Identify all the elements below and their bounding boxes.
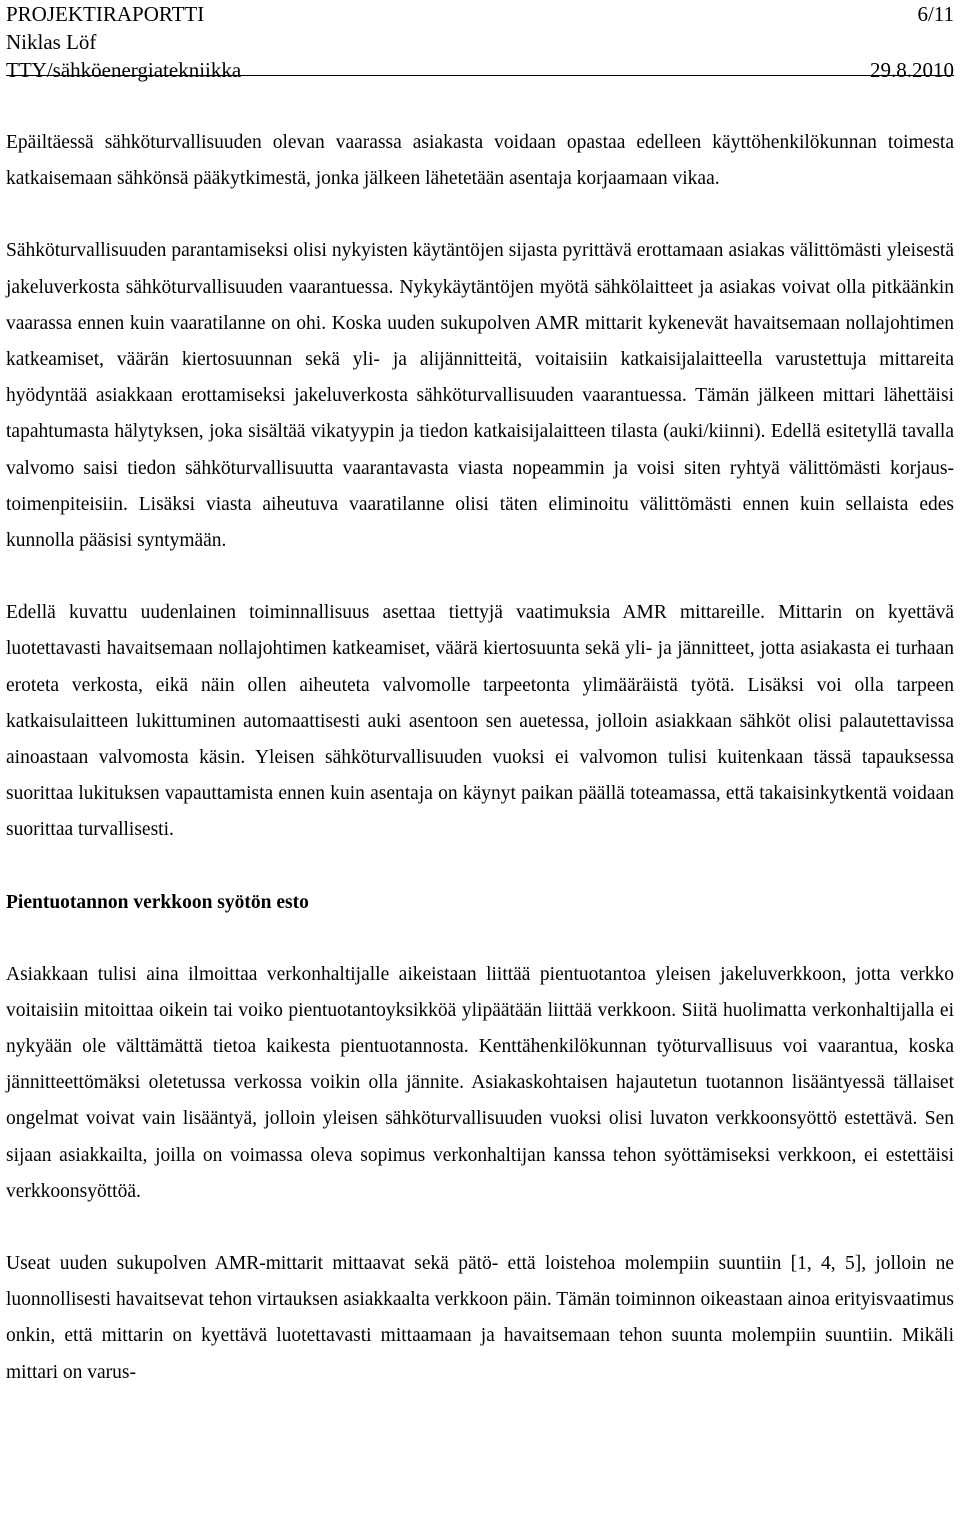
department: TTY/sähköenergiatekniikka (6, 58, 242, 82)
page-header (6, 0, 954, 84)
report-title: PROJEKTIRAPORTTI (6, 2, 205, 26)
document-body (6, 125, 954, 1391)
paragraph-2: Sähköturvallisuuden parantamiseksi olisi nykyisten käytäntöjen sijasta pyrittävä erottamaan asiakas välittömästi yleisestä jakeluverkosta sähköturvallisuuden vaarantuessa. Nykykäytäntöjen myötä sähkölaitteet ja asiakas voivat olla pitkäänkin vaarassa ennen kuin vaaratilanne on ohi. Koska uuden sukupolven AMR mittarit kykenevät havaitsemaan nollajohtimen katkeamiset, väärän kiertosuunnan sekä yli- ja alijännitteitä, voitaisiin katkaisijalaitteella varustettuja mittareita hyödyntää asiakkaan erottamiseksi jakeluverkosta sähköturvallisuuden vaarantuessa. Tämän jälkeen mittari lähettäisi tapahtumasta hälytyksen, joka sisältää vikatyypin ja tiedon katkaisijalaitteen tilasta (auki/kiinni). Edellä esitetyllä tavalla valvomo saisi tiedon sähköturvallisuutta vaarantavasta viasta nopeammin ja voisi siten ryhtyä välittömästi korjaustoimenpiteisiin. Lisäksi viasta aiheutuva vaaratilanne olisi täten eliminoitu välittömästi ennen kuin sellaista edes kunnolla pääsisi syntymään. (6, 240, 954, 552)
paragraph-1: Epäiltäessä sähköturvallisuuden olevan vaarassa asiakasta voidaan opastaa edelleen käyttöhenkilökunnan toimesta katkaisemaan sähkönsä pääkytkimestä, jonka jälkeen lähetetään asentaja korjaamaan vikaa. (6, 132, 954, 190)
page-number: 6/11 (917, 2, 954, 26)
header-row-1 (6, 0, 954, 28)
paragraph-4: Asiakkaan tulisi aina ilmoittaa verkonhaltijalle aikeistaan liittää pientuotantoa yleisen jakeluverkkoon, jotta verkko voitaisiin mitoittaa oikein tai voiko pientuotantoyksikköä ylipäätään liittää verkkoon. Siitä huolimatta verkonhaltijalla ei nykyään ole välttämättä tietoa kaikesta pientuotannosta. Kenttähenkilökunnan työturvallisuus voi vaarantua, koska jännitteettömäksi oletetussa verkossa voikin olla jännite. Asiakaskohtaisen hajautetun tuotannon lisääntyessä tällaiset ongelmat voivat vain lisääntyä, jolloin yleisen sähköturvallisuuden vuoksi olisi luvaton verkkoonsyöttö estettävä. Sen sijaan asiakkailta, joilla on voimassa oleva sopimus verkonhaltijan kanssa tehon syöttämiseksi verkkoon, ei estettäisi verkkoonsyöttöä. (6, 963, 954, 1202)
author-name: Niklas Löf (6, 30, 97, 54)
header-row-2 (6, 28, 954, 56)
section-heading: Pientuotannon verkkoon syötön esto (6, 891, 309, 913)
report-date: 29.8.2010 (870, 58, 954, 82)
paragraph-5: Useat uuden sukupolven AMR-mittarit mittaavat sekä pätö- että loistehoa molempiin suuntiin [1, 4, 5], jolloin ne luonnollisesti havaitsevat tehon virtauksen asiakkaalta verkkoon päin. Tämän toiminnon oikeastaan ainoa erityisvaatimus onkin, että mittarin on kyettävä luotettavasti mittaamaan ja havaitsemaan tehon suunta molempiin suuntiin. Mikäli mittari on varus- (6, 1253, 954, 1383)
paragraph-3: Edellä kuvattu uudenlainen toiminnallisuus asettaa tiettyjä vaatimuksia AMR mittareille. Mittarin on kyettävä luotettavasti havaitsemaan nollajohtimen katkeamiset, väärä kiertosuunta sekä yli- ja jännitteet, jotta asiakasta ei turhaan eroteta verkosta, eikä näin ollen aiheuteta valvomolle tarpeetonta ylimääräistä työtä. Lisäksi voi olla tarpeen katkaisulaitteen lukittuminen automaattisesti auki asentoon sen auetessa, jolloin asiakkaan sähköt olisi palautettavissa ainoastaan valvomosta käsin. Yleisen sähköturvallisuuden vuoksi ei valvomon tulisi kuitenkaan tässä tapauksessa suorittaa lukituksen vapauttamista ennen kuin asentaja on käynyt paikan päällä toteamassa, että takaisinkytkentä voidaan suorittaa turvallisesti. (6, 602, 954, 841)
header-row-3 (6, 56, 954, 84)
header-divider (6, 75, 954, 76)
document-page (6, 0, 954, 1391)
